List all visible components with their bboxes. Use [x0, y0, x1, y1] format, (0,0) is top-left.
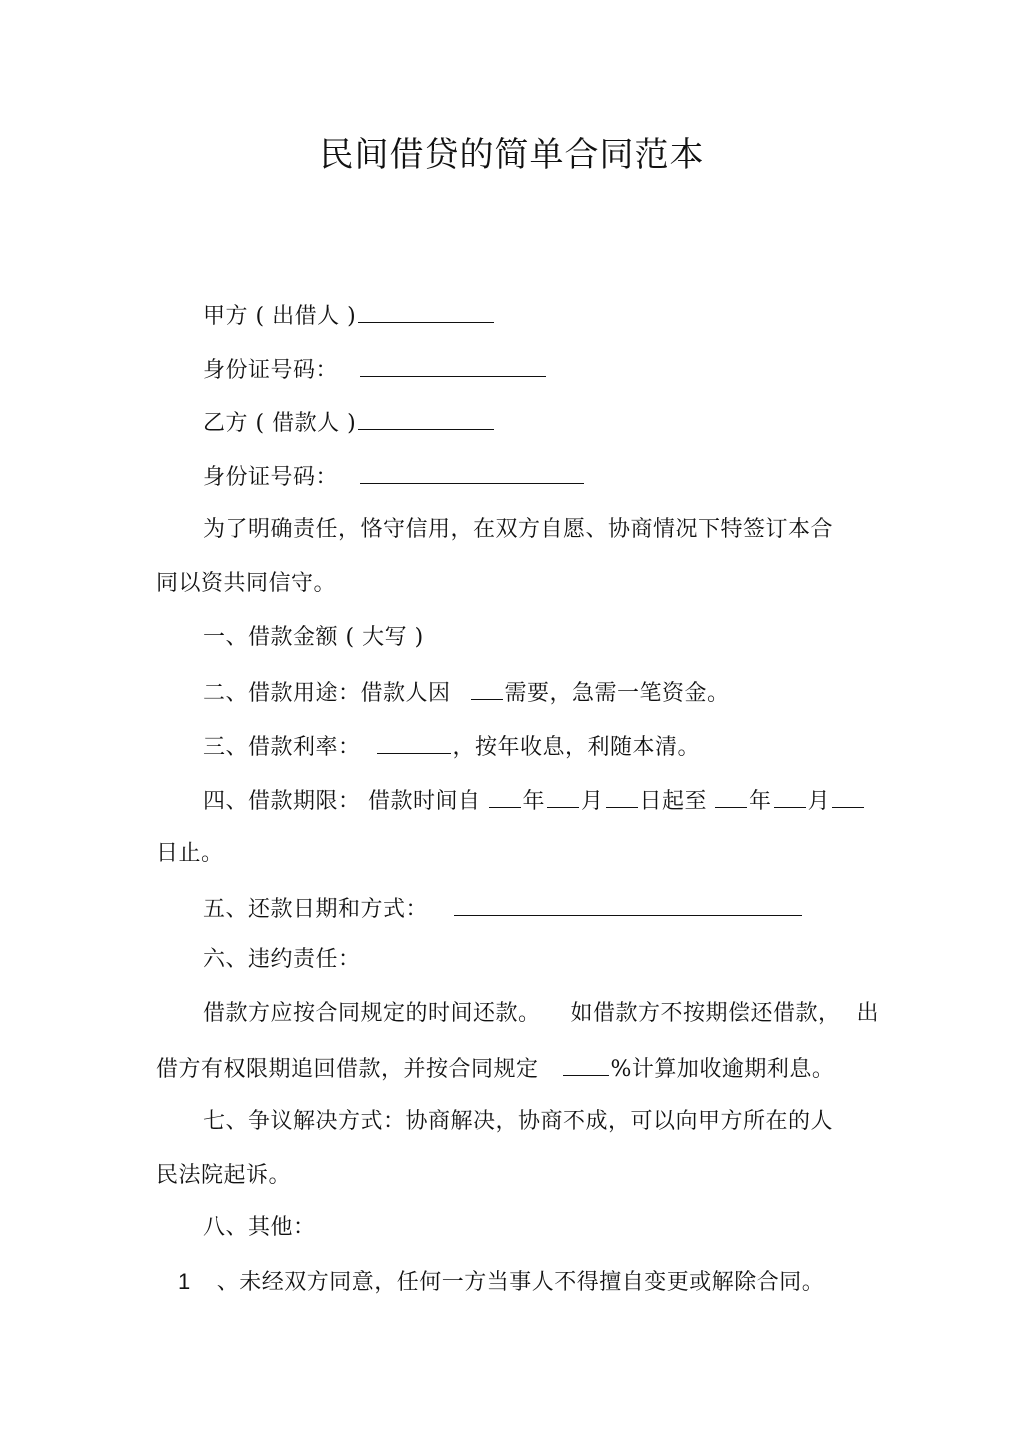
clause-6-body-1c: 出: [856, 1001, 880, 1026]
party-b-id-label: 身份证号码：: [203, 465, 339, 490]
party-a-blank[interactable]: [358, 300, 494, 323]
clause-4-blank-year-to[interactable]: [715, 785, 747, 808]
clause-4-blank-day-to[interactable]: [832, 785, 864, 808]
party-b-label: 乙方 ( 借款人 ): [203, 411, 357, 436]
clause-4-year-2: 年: [749, 789, 772, 814]
party-b-blank[interactable]: [358, 407, 494, 430]
clause-8-item-1: [178, 1267, 824, 1298]
party-a-line: [203, 300, 496, 332]
clause-4-year-1: 年: [522, 789, 546, 814]
clause-2: [203, 677, 730, 709]
preamble-line-1: 为了明确责任，恪守信用，在双方自愿、协商情况下特签订本合: [203, 517, 834, 542]
document-title: 民间借贷的简单合同范本: [319, 135, 705, 175]
clause-4-blank-month-to[interactable]: [774, 785, 806, 808]
clause-6-body-1a: 借款方应按合同规定的时间还款。: [203, 1001, 541, 1026]
clause-4-day-to: 日起至: [639, 789, 708, 814]
clause-4-pre: 四、借款期限： 借款时间自: [203, 789, 481, 814]
party-b-id-blank[interactable]: [360, 461, 584, 484]
clause-2-post: 需要，急需一笔资金。: [504, 681, 730, 706]
clause-6-body-line-1: [203, 999, 879, 1029]
clause-5-blank[interactable]: [454, 893, 802, 916]
item-1-number: 1: [178, 1269, 191, 1294]
clause-4-blank-year-from[interactable]: [489, 785, 521, 808]
clause-4-blank-month-from[interactable]: [547, 785, 579, 808]
party-b-line: [203, 407, 496, 439]
party-a-id-label: 身份证号码：: [203, 358, 339, 383]
clause-6-body-1b: 如借款方不按期偿还借款，: [570, 1001, 841, 1026]
clause-2-pre: 二、借款用途：借款人因: [203, 681, 451, 706]
clause-6-body-2-pre: 借方有权限期追回借款，并按合同规定: [156, 1057, 539, 1082]
item-1-text: 、未经双方同意，任何一方当事人不得擅自变更或解除合同。: [216, 1270, 825, 1295]
clause-7-line-1: 七、争议解决方式：协商解决，协商不成，可以向甲方所在的人: [203, 1109, 834, 1134]
clause-6-percent-blank[interactable]: [563, 1053, 609, 1076]
clause-8: 八、其他：: [203, 1215, 316, 1240]
clause-3-blank[interactable]: [377, 731, 451, 754]
clause-3-post: ，按年收息，利随本清。: [452, 735, 701, 760]
clause-4-blank-day-from[interactable]: [606, 785, 638, 808]
clause-4-month-2: 月: [807, 789, 831, 814]
clause-5-label: 五、还款日期和方式：: [203, 897, 429, 922]
clause-6-body-line-2: [156, 1053, 834, 1085]
clause-5: [203, 893, 804, 925]
clause-4: [203, 785, 866, 817]
clause-1: 一、借款金额 ( 大写 ): [203, 625, 424, 650]
party-a-label: 甲方 ( 出借人 ): [203, 304, 357, 329]
clause-6: 六、违约责任：: [203, 947, 361, 972]
clause-3: [203, 731, 700, 763]
clause-3-pre: 三、借款利率：: [203, 735, 361, 760]
clause-6-body-2-post: %计算加收逾期利息。: [610, 1057, 835, 1082]
party-a-id-line: [203, 354, 548, 386]
party-a-id-blank[interactable]: [360, 354, 546, 377]
preamble-line-2: 同以资共同信守。: [156, 571, 337, 596]
party-b-id-line: [203, 461, 586, 493]
clause-4-line-2: 日止。: [156, 841, 224, 866]
clause-7-line-2: 民法院起诉。: [156, 1163, 292, 1188]
clause-2-blank[interactable]: [471, 677, 503, 700]
clause-4-month-1: 月: [581, 789, 604, 814]
